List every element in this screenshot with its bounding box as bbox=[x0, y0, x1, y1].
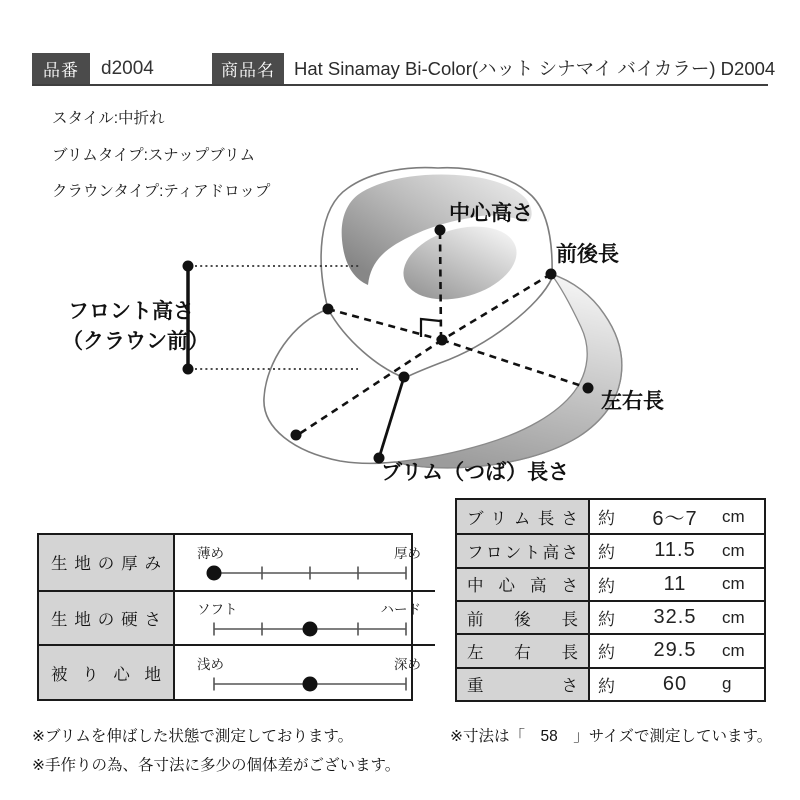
slider-graphic bbox=[175, 646, 435, 700]
spec-unit-text: cm bbox=[722, 506, 745, 526]
spec-label-text: 前後長 bbox=[467, 610, 578, 629]
attribute-label bbox=[39, 646, 175, 699]
style-info-line-crown-type: クラウンタイプ:ティアドロップ bbox=[52, 183, 271, 200]
product-name-value: Hat Sinamay Bi-Color(ハット シナマイ バイカラー) D2004 bbox=[294, 58, 776, 79]
attribute-label bbox=[39, 535, 175, 590]
style-info-line-style: スタイル:中折れ bbox=[52, 110, 165, 127]
slider-graphic bbox=[175, 535, 435, 589]
spec-value-number: 6〜7 bbox=[652, 508, 698, 531]
spec-unit-text: cm bbox=[722, 574, 745, 594]
slider-left-label: 浅め bbox=[197, 656, 224, 672]
spec-label bbox=[457, 669, 590, 700]
spec-row bbox=[457, 633, 764, 666]
item-number-value: d2004 bbox=[101, 58, 154, 79]
spec-unit-text: cm bbox=[722, 607, 745, 627]
note-line: ※ブリムを伸ばした状態で測定しております。 bbox=[32, 728, 354, 745]
spec-value-cell bbox=[590, 602, 764, 633]
attribute-row bbox=[39, 644, 435, 699]
measure-dot-lower-left bbox=[291, 430, 302, 441]
spec-value-number: 11 bbox=[663, 572, 687, 595]
spec-approx-text: 約 bbox=[598, 610, 615, 630]
spec-unit-text: cm bbox=[722, 540, 745, 560]
spec-value-cell bbox=[590, 535, 764, 566]
spec-approx-text: 約 bbox=[598, 676, 615, 696]
label-left-right-length: 左右長 bbox=[601, 390, 664, 413]
slider-cell bbox=[175, 646, 435, 699]
spec-label-text: 左右長 bbox=[467, 643, 578, 662]
slider-value-dot bbox=[207, 566, 222, 581]
notes-right: ※寸法は「 58 」サイズで測定しています。 bbox=[450, 728, 773, 745]
spec-label bbox=[457, 500, 590, 533]
spec-unit-text: g bbox=[722, 674, 732, 694]
header-rule bbox=[32, 84, 768, 86]
slider-right-label: ハード bbox=[380, 602, 421, 617]
label-front-height-line2: （クラウン前） bbox=[62, 330, 209, 353]
slider-right-label: 厚め bbox=[394, 546, 421, 562]
slider-cell bbox=[175, 535, 435, 590]
style-info-line-brim-type: ブリムタイプ:スナップブリム bbox=[52, 146, 256, 164]
attribute-label-text: 生地の硬さ bbox=[51, 610, 161, 629]
hat-diagram bbox=[0, 160, 800, 505]
spec-label-text: 中心高さ bbox=[467, 577, 578, 596]
measure-dot-back-right bbox=[546, 269, 557, 280]
slider-right-label: 深め bbox=[394, 656, 421, 672]
measure-dot-crown-top bbox=[435, 225, 446, 236]
attribute-label bbox=[39, 592, 175, 645]
note-line: ※手作りの為、各寸法に多少の個体差がございます。 bbox=[32, 757, 401, 774]
spec-label-text: フロント高さ bbox=[467, 543, 578, 562]
attribute-row bbox=[39, 590, 435, 645]
slider-value-dot bbox=[303, 676, 318, 691]
spec-row bbox=[457, 567, 764, 600]
spec-unit-text: cm bbox=[722, 640, 745, 660]
spec-label-text: ブリム長さ bbox=[467, 509, 578, 528]
spec-value-cell bbox=[590, 669, 764, 700]
label-front-height-line1: フロント高さ bbox=[68, 300, 194, 323]
attribute-table bbox=[37, 533, 421, 701]
spec-row bbox=[457, 500, 764, 533]
spec-label-text: 重さ bbox=[467, 677, 578, 696]
spec-row bbox=[457, 600, 764, 633]
measure-dot-front-height-bottom bbox=[183, 364, 194, 375]
slider-value-dot bbox=[303, 622, 318, 637]
spec-value-number: 11.5 bbox=[654, 539, 696, 562]
spec-label bbox=[457, 602, 590, 633]
spec-value-number: 29.5 bbox=[653, 639, 697, 662]
measure-dot-left-right bbox=[583, 383, 594, 394]
spec-approx-text: 約 bbox=[598, 576, 615, 596]
product-name-tag: 商品名 bbox=[212, 53, 284, 84]
spec-value-cell bbox=[590, 635, 764, 666]
slider-left-label: ソフト bbox=[197, 602, 238, 617]
spec-approx-text: 約 bbox=[598, 643, 615, 663]
spec-label bbox=[457, 635, 590, 666]
spec-row bbox=[457, 533, 764, 566]
spec-value-number: 32.5 bbox=[653, 606, 697, 629]
measure-dot-front-left bbox=[323, 304, 334, 315]
spec-value-cell bbox=[590, 569, 764, 600]
spec-row bbox=[457, 667, 764, 700]
label-center-height: 中心高さ bbox=[449, 202, 533, 225]
spec-label bbox=[457, 569, 590, 600]
spec-approx-text: 約 bbox=[598, 509, 615, 529]
center-height-dash-line bbox=[440, 232, 441, 338]
spec-approx-text: 約 bbox=[598, 543, 615, 563]
attribute-row bbox=[39, 535, 435, 590]
spec-table bbox=[455, 498, 766, 702]
measure-dot-crown-base bbox=[399, 372, 410, 383]
attribute-label-text: 生地の厚み bbox=[51, 555, 161, 574]
label-brim-length: ブリム（つば）長さ bbox=[381, 461, 570, 484]
measure-dot-front-height-top bbox=[183, 261, 194, 272]
spec-value-number: 60 bbox=[662, 672, 688, 695]
slider-cell bbox=[175, 592, 435, 645]
item-number-tag: 品番 bbox=[32, 53, 90, 84]
spec-value-cell bbox=[590, 500, 764, 533]
spec-label bbox=[457, 535, 590, 566]
attribute-label-text: 被り心地 bbox=[51, 665, 161, 684]
measure-dot-center bbox=[437, 335, 448, 346]
notes-left bbox=[32, 722, 400, 780]
slider-graphic bbox=[175, 591, 435, 645]
label-front-back-length: 前後長 bbox=[556, 243, 619, 266]
slider-left-label: 薄め bbox=[197, 546, 224, 562]
